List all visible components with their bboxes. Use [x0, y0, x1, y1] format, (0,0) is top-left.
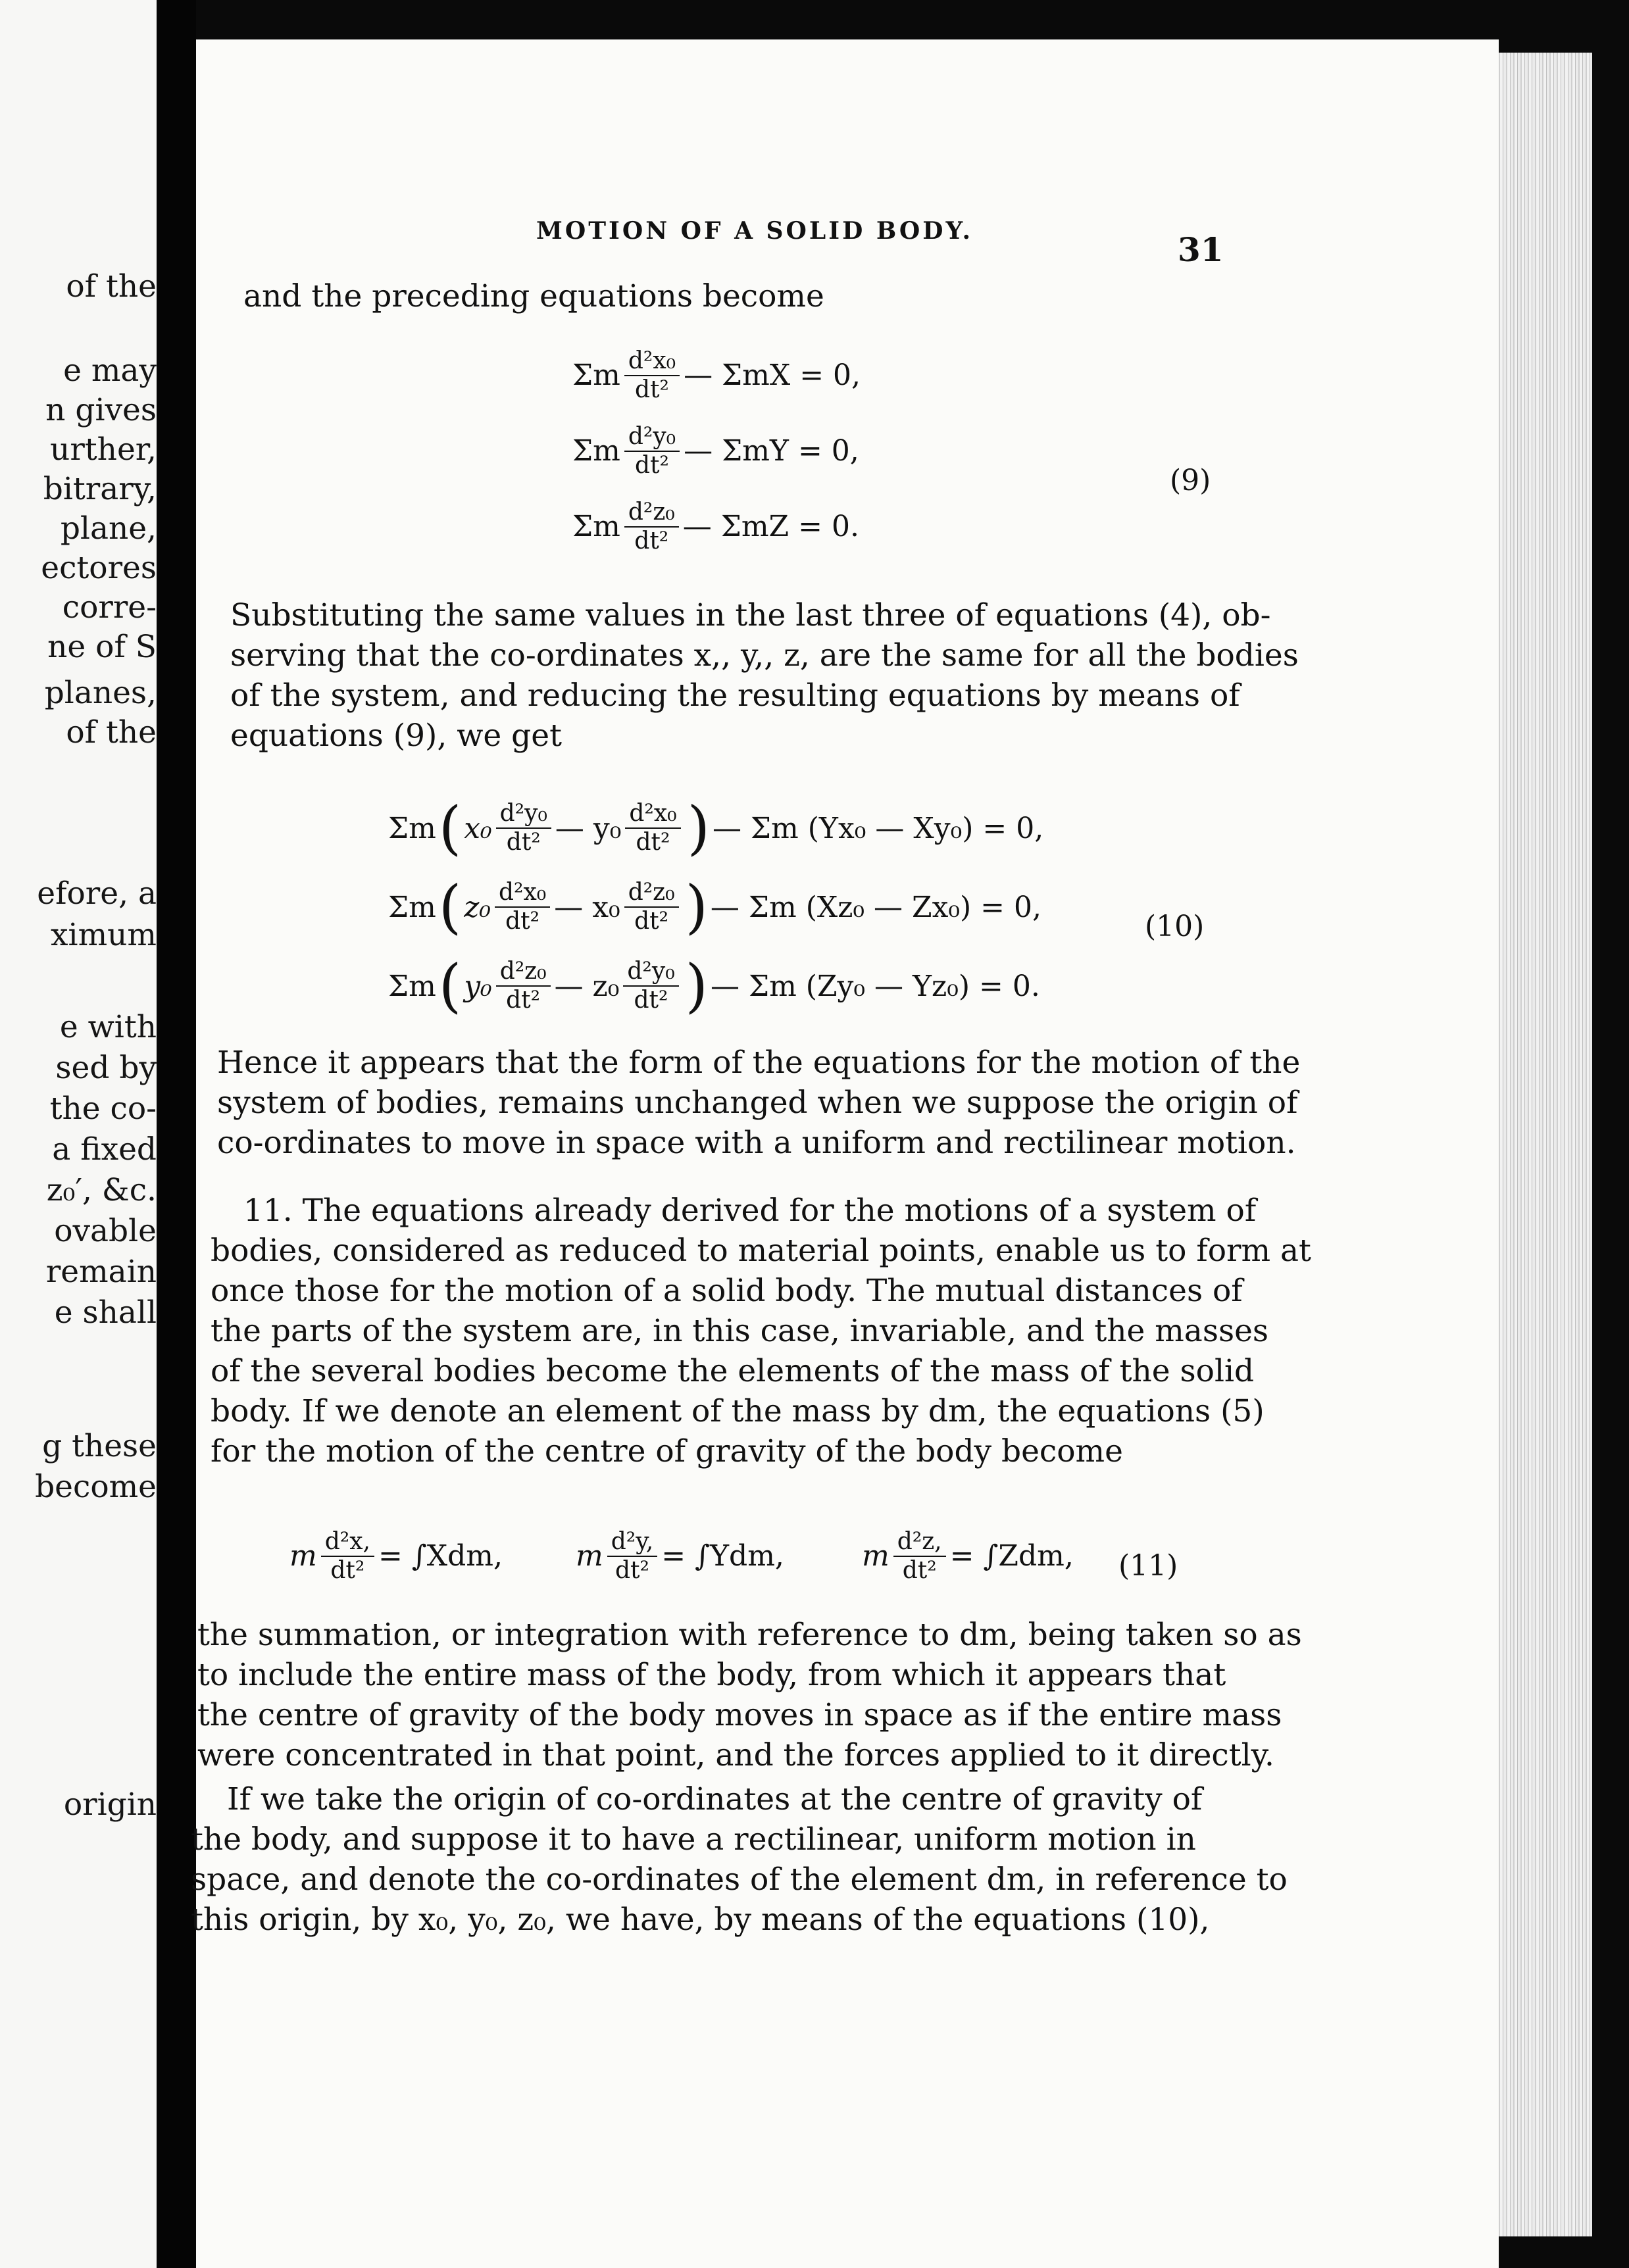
- facing-page-fragment: bitrary,: [43, 471, 157, 507]
- fraction: $\frac{\text{d²x₀}}{\text{dt²}}$: [624, 349, 680, 403]
- facing-page-fragment: e may: [63, 353, 157, 389]
- variable: m: [289, 1539, 317, 1573]
- paragraph-summation: [197, 1615, 1302, 1775]
- equation-rest: = ∫Xdm,: [378, 1539, 503, 1573]
- variable: z₀: [464, 890, 491, 924]
- equation-10-line-2: Σm ( z₀ $\frac{\text{d²x₀}}{\text{dt²}}$ — x₀ $\frac{\text{d²z₀}}{\text{dt²}}$ ) — Σm (Xz₀ — Zx₀) = 0,: [388, 873, 1042, 941]
- text-line: If we take the origin of co-ordinates at the centre of gravity of: [227, 1781, 1203, 1817]
- facing-page-fragment: plane,: [60, 510, 157, 547]
- variable: — z₀: [554, 969, 620, 1003]
- fraction: $\frac{\text{d²y,}}{\text{dt²}}$: [607, 1529, 657, 1583]
- equation-rest: — Σm (Zy₀ — Yz₀) = 0.: [710, 969, 1040, 1003]
- facing-page-fragment: ne of S: [47, 629, 157, 665]
- text-line: to include the entire mass of the body, from which it appears that: [197, 1657, 1226, 1693]
- text-line: co-ordinates to move in space with a uniform and rectilinear motion.: [217, 1125, 1296, 1161]
- text-line: equations (9), we get: [230, 718, 562, 754]
- sigma-term: Σm: [572, 358, 620, 393]
- fraction: $\frac{\text{d²z₀}}{\text{dt²}}$: [624, 880, 679, 934]
- facing-page-fragment: e shall: [54, 1294, 157, 1331]
- facing-page-fragment: ximum: [51, 917, 157, 953]
- equation-number: (9): [1170, 464, 1211, 497]
- facing-page-fragment: remain: [45, 1254, 157, 1290]
- facing-page-fragment: become: [35, 1469, 157, 1505]
- equation-rest: — ΣmY = 0,: [684, 434, 859, 468]
- text-line: the body, and suppose it to have a rectilinear, uniform motion in: [191, 1821, 1196, 1858]
- sigma-term: Σm: [388, 969, 436, 1003]
- fraction: $\frac{\text{d²z₀}}{\text{dt²}}$: [496, 959, 551, 1013]
- facing-page-fragment: ovable: [54, 1213, 157, 1249]
- facing-page-fragment: n gives: [45, 392, 157, 428]
- facing-page-fragment: e with: [59, 1009, 157, 1045]
- equation-11-term-2: [576, 1529, 784, 1583]
- equation-rest: = ∫Zdm,: [949, 1539, 1074, 1573]
- variable: — x₀: [554, 890, 620, 924]
- equation-9-line-2: [572, 424, 859, 478]
- facing-page-fragment: ectores: [41, 550, 157, 586]
- text-line: the centre of gravity of the body moves in space as if the entire mass: [197, 1697, 1282, 1733]
- variable: m: [862, 1539, 890, 1573]
- text-line: bodies, considered as reduced to material points, enable us to form at: [211, 1233, 1311, 1269]
- text-line: space, and denote the co-ordinates of the element dm, in reference to: [191, 1861, 1288, 1898]
- equation-number: (11): [1118, 1549, 1178, 1583]
- paragraph-origin: [191, 1779, 1288, 1940]
- equation-rest: — ΣmX = 0,: [684, 358, 861, 393]
- equation-rest: — ΣmZ = 0.: [682, 510, 859, 544]
- text-line: this origin, by x₀, y₀, z₀, we have, by means of the equations (10),: [191, 1902, 1210, 1938]
- fraction: $\frac{\text{d²y₀}}{\text{dt²}}$: [624, 424, 680, 478]
- facing-page-fragment: planes,: [44, 675, 157, 711]
- variable: m: [576, 1539, 603, 1573]
- equation-rest: = ∫Ydm,: [661, 1539, 784, 1573]
- variable: x₀: [464, 811, 492, 845]
- facing-page-fragment: corre-: [62, 589, 157, 626]
- text-line: the summation, or integration with reference to dm, being taken so as: [197, 1617, 1302, 1653]
- text-line: the parts of the system are, in this case, invariable, and the masses: [211, 1313, 1269, 1349]
- equation-10-line-1: Σm ( x₀ $\frac{\text{d²y₀}}{\text{dt²}}$ — y₀ $\frac{\text{d²x₀}}{\text{dt²}}$ ) — Σm (Yx₀ — Xy₀) = 0,: [388, 794, 1044, 862]
- facing-page-fragment: of the: [66, 714, 157, 751]
- text-line: for the motion of the centre of gravity of the body become: [211, 1433, 1123, 1469]
- text-line: and the preceding equations become: [243, 278, 824, 314]
- text-line: body. If we denote an element of the mass by dm, the equations (5): [211, 1393, 1265, 1429]
- facing-page-fragment: z₀′, &c.: [46, 1172, 157, 1208]
- sigma-term: Σm: [388, 811, 436, 845]
- variable: — y₀: [555, 811, 622, 845]
- facing-page-fragment: origin: [63, 1787, 157, 1823]
- facing-page-fragment: the co-: [49, 1091, 157, 1127]
- variable: y₀: [464, 969, 492, 1003]
- facing-page-fragment: g these: [42, 1428, 157, 1464]
- fraction: $\frac{\text{d²y₀}}{\text{dt²}}$: [623, 959, 678, 1013]
- text-line: 11. The equations already derived for the motions of a system of: [243, 1193, 1257, 1229]
- book-gutter: [157, 0, 196, 2268]
- equation-9-line-1: [572, 349, 861, 403]
- sigma-term: Σm: [572, 510, 620, 544]
- fraction: $\frac{\text{d²x₀}}{\text{dt²}}$: [625, 801, 680, 855]
- paragraph-hence: [217, 1043, 1301, 1163]
- page-number: 31: [1178, 230, 1224, 269]
- facing-page: [0, 0, 157, 2268]
- fraction: $\frac{\text{d²x,}}{\text{dt²}}$: [321, 1529, 374, 1583]
- facing-page-fragment: urther,: [50, 431, 157, 468]
- running-head: MOTION OF A SOLID BODY.: [536, 217, 974, 245]
- fraction: $\frac{\text{d²z₀}}{\text{dt²}}$: [624, 500, 679, 554]
- facing-page-fragment: sed by: [55, 1050, 157, 1086]
- paragraph-substituting: [230, 595, 1299, 756]
- equation-11-term-3: [862, 1529, 1074, 1583]
- text-line: of the several bodies become the elements of the mass of the solid: [211, 1353, 1255, 1389]
- text-line: Hence it appears that the form of the equations for the motion of the: [217, 1045, 1301, 1081]
- text-line: of the system, and reducing the resulting equations by means of: [230, 678, 1240, 714]
- sigma-term: Σm: [388, 890, 436, 924]
- facing-page-fragment: of the: [66, 268, 157, 305]
- text-line: were concentrated in that point, and the forces applied to it directly.: [197, 1737, 1274, 1773]
- equation-11-term-1: [289, 1529, 503, 1583]
- text-line: serving that the co-ordinates x,, y,, z, are the same for all the bodies: [230, 637, 1299, 674]
- paragraph-section-11: [211, 1191, 1311, 1471]
- equation-number: (10): [1145, 910, 1205, 943]
- facing-page-fragment: efore, a: [37, 875, 157, 912]
- text-line: once those for the motion of a solid body. The mutual distances of: [211, 1273, 1243, 1309]
- text-line: system of bodies, remains unchanged when we suppose the origin of: [217, 1085, 1298, 1121]
- fraction: $\frac{\text{d²x₀}}{\text{dt²}}$: [495, 880, 550, 934]
- facing-page-fragment: a fixed: [52, 1131, 157, 1168]
- equation-rest: — Σm (Xz₀ — Zx₀) = 0,: [710, 890, 1042, 924]
- text-line: Substituting the same values in the last three of equations (4), ob-: [230, 597, 1271, 633]
- sigma-term: Σm: [572, 434, 620, 468]
- fraction: $\frac{\text{d²z,}}{\text{dt²}}$: [893, 1529, 946, 1583]
- equation-10-line-3: Σm ( y₀ $\frac{\text{d²z₀}}{\text{dt²}}$ — z₀ $\frac{\text{d²y₀}}{\text{dt²}}$ ) — Σm (Zy₀ — Yz₀) = 0.: [388, 952, 1040, 1020]
- equation-rest: — Σm (Yx₀ — Xy₀) = 0,: [712, 811, 1044, 845]
- equation-9-line-3: [572, 500, 859, 554]
- page-edges: [1499, 53, 1592, 2236]
- paragraph-intro: [243, 276, 1197, 316]
- fraction: $\frac{\text{d²y₀}}{\text{dt²}}$: [496, 801, 551, 855]
